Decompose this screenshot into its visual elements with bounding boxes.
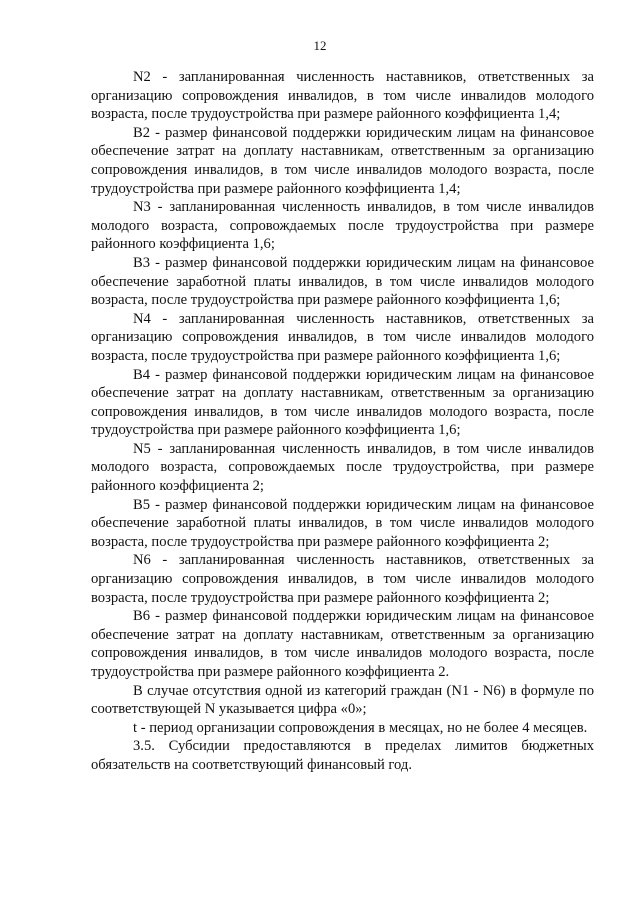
paragraph-n6: N6 - запланированная численность наставников, ответственных за организацию сопровождения инвалидов, в том числе инвалидов молодого возраста, после трудоустройства при размере районного коэффициента 2;	[91, 552, 594, 606]
paragraph-3-5: 3.5. Субсидии предоставляются в пределах лимитов бюджетных обязательств на соответствующий финансовый год.	[91, 738, 594, 773]
paragraph-zero-rule: В случае отсутствия одной из категорий граждан (N1 - N6) в формуле по соответствующей N указывается цифра «0»;	[91, 682, 594, 718]
paragraph-b4: B4 - размер финансовой поддержки юридическим лицам на финансовое обеспечение затрат на доплату наставникам, ответственным за организацию сопровождения инвалидов, в том числе инвалидов молодого возраста, после трудоустройства при размере районного коэффициента 1,6;	[91, 366, 594, 439]
paragraph-n2: N2 - запланированная численность наставников, ответственных за организацию сопровождения инвалидов, в том числе инвалидов молодого возраста, после трудоустройства при размере районного коэффициента 1,4;	[91, 69, 594, 123]
paragraph-t-definition: t - период организации сопровождения в месяцах, но не более 4 месяцев.	[133, 719, 588, 736]
document-body	[91, 68, 594, 775]
paragraph-b5: B5 - размер финансовой поддержки юридическим лицам на финансовое обеспечение заработной платы инвалидов, в том числе инвалидов молодого возраста, после трудоустройства при размере районного коэффициента 2;	[91, 496, 594, 550]
paragraph-n3: N3 - запланированная численность инвалидов, в том числе инвалидов молодого возраста, сопровождаемых после трудоустройства при размере районного коэффициента 1,6;	[91, 199, 594, 253]
paragraph-b2: B2 - размер финансовой поддержки юридическим лицам на финансовое обеспечение затрат на доплату наставникам, ответственным за организацию сопровождения инвалидов, в том числе инвалидов молодого возраста, после трудоустройства при размере районного коэффициента 1,4;	[91, 124, 594, 197]
paragraph-n5: N5 - запланированная численность инвалидов, в том числе инвалидов молодого возраста, сопровождаемых после трудоустройства, при размере районного коэффициента 2;	[91, 440, 594, 495]
paragraph-b3: B3 - размер финансовой поддержки юридическим лицам на финансовое обеспечение заработной платы инвалидов, в том числе инвалидов молодого возраста, после трудоустройства при размере районного коэффициента 1,6;	[91, 254, 594, 309]
paragraph-b6: B6 - размер финансовой поддержки юридическим лицам на финансовое обеспечение затрат на доплату наставникам, ответственным за организацию сопровождения инвалидов, в том числе инвалидов молодого возраста, после трудоустройства при размере районного коэффициента 2.	[91, 608, 594, 680]
paragraph-n4: N4 - запланированная численность наставников, ответственных за организацию сопровождения инвалидов, в том числе инвалидов молодого возраста, после трудоустройства при размере районного коэффициента 1,6;	[91, 310, 594, 364]
page-number: 12	[313, 38, 327, 53]
